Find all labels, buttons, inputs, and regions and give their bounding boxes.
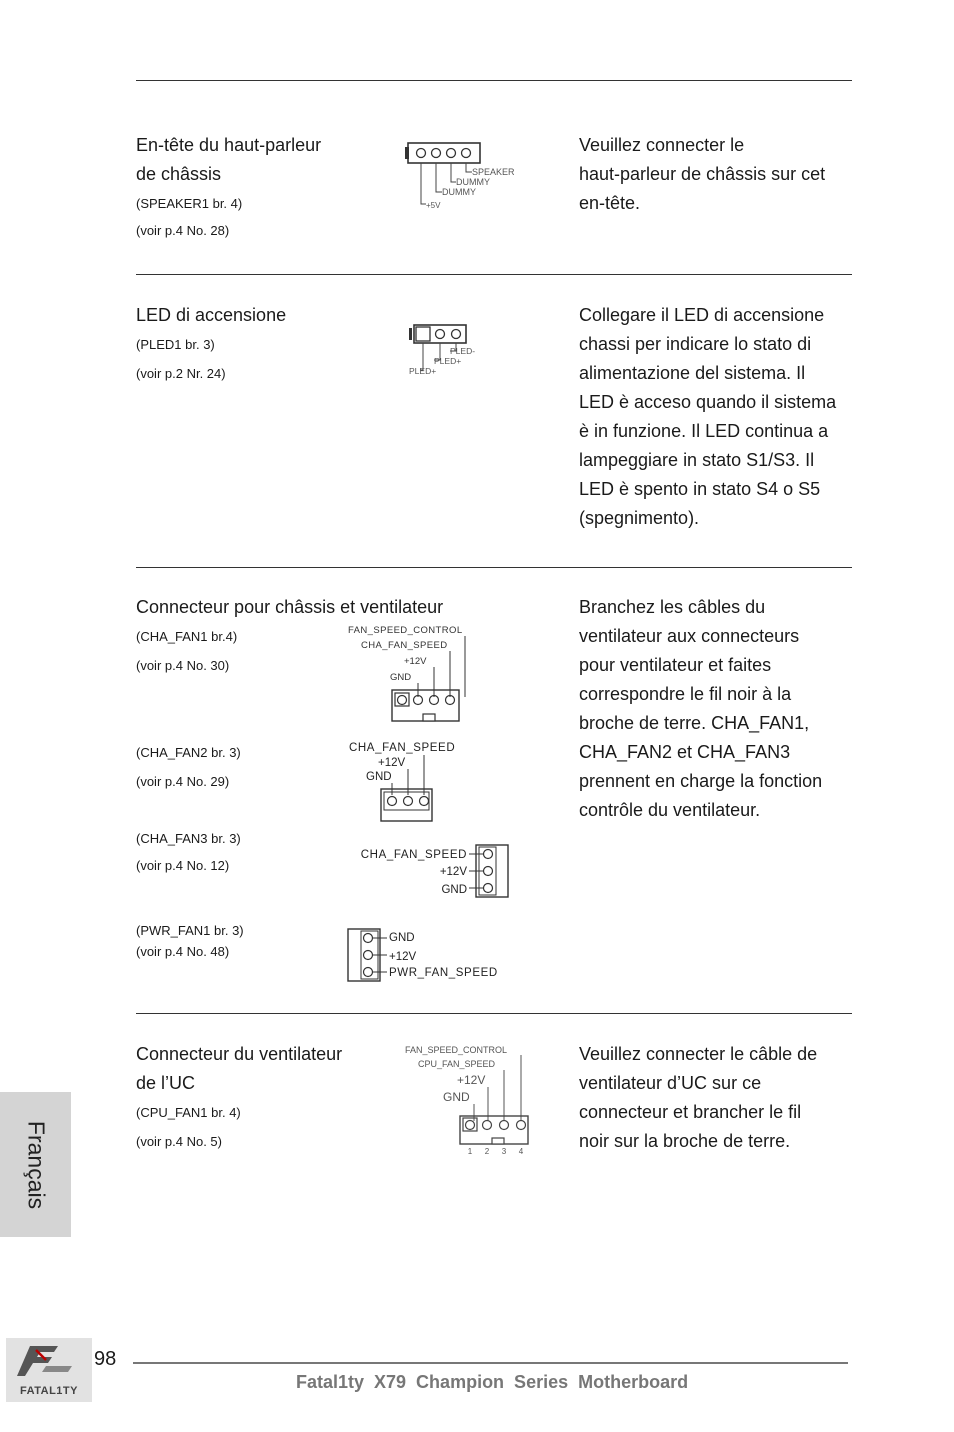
speaker-pin-label: DUMMY [456, 177, 490, 187]
led-header-diagram [404, 320, 494, 380]
section-divider [136, 1013, 852, 1014]
cha-fan3-diagram [345, 842, 515, 900]
cha-fan2-ref: (CHA_FAN2 br. 3) [136, 745, 241, 760]
cpu-fan-diagram [400, 1040, 540, 1160]
cha-fan3-see: (voir p.4 No. 12) [136, 858, 230, 873]
cha-fan2-diagram [345, 738, 475, 824]
page-number: 98 [94, 1348, 117, 1370]
led-see: (voir p.2 Nr. 24) [136, 366, 226, 381]
speaker-header-diagram [404, 138, 524, 214]
led-pin-label: PLED+ [434, 356, 462, 366]
cha-fan3-pin-label: +12V [439, 866, 467, 878]
chassis-fan-title: Connecteur pour châssis et ventilateur [136, 597, 444, 617]
section-divider [136, 567, 852, 568]
cha-fan1-see: (voir p.4 No. 30) [136, 658, 230, 673]
speaker-pin-label: +5V [426, 201, 441, 210]
cha-fan1-ref: (CHA_FAN1 br.4) [136, 629, 238, 644]
cha-fan3-pin-label: GND [441, 884, 467, 896]
cha-fan1-diagram [345, 622, 475, 724]
cpu-fan-title: Connecteur du ventilateur de l’UC [136, 1044, 343, 1093]
speaker-ref: (SPEAKER1 br. 4) [136, 196, 243, 211]
footer-rule [133, 1362, 848, 1364]
led-title: LED di accensione [136, 305, 287, 325]
language-side-tab [0, 1092, 71, 1237]
led-pin-label: PLED- [450, 346, 476, 356]
svg-text:FATAL1TY: FATAL1TY [20, 1385, 78, 1397]
pwr-fan-diagram [345, 926, 520, 984]
cpu-fan-pin-label: CPU_FAN_SPEED [418, 1059, 496, 1069]
cpu-fan-pin-number: 2 [484, 1147, 490, 1156]
language-label: Français [23, 1120, 49, 1209]
cpu-fan-pin-number: 1 [467, 1147, 473, 1156]
pwr-fan-pin-label: GND [389, 932, 415, 944]
cha-fan3-pin-label: CHA_FAN_SPEED [360, 849, 467, 861]
cha-fan2-see: (voir p.4 No. 29) [136, 774, 230, 789]
cha-fan2-pin-label: +12V [378, 757, 406, 769]
top-rule [136, 80, 852, 81]
speaker-pin-label: SPEAKER [472, 167, 515, 177]
cha-fan1-pin-label: GND [390, 672, 412, 683]
cpu-fan-pin-number: 3 [501, 1147, 507, 1156]
pwr-fan-ref: (PWR_FAN1 br. 3) [136, 923, 244, 938]
cha-fan2-pin-label: GND [366, 771, 392, 783]
cha-fan1-pin-label: +12V [404, 656, 427, 667]
section-divider [136, 274, 852, 275]
pwr-fan-pin-label: PWR_FAN_SPEED [389, 967, 498, 979]
led-pin-label: PLED+ [409, 366, 437, 376]
speaker-title: En-tête du haut-parleur de châssis [136, 135, 322, 184]
cha-fan2-pin-label: CHA_FAN_SPEED [349, 742, 456, 754]
cpu-fan-pin-label: GND [443, 1090, 470, 1104]
cpu-fan-pin-label: FAN_SPEED_CONTROL [405, 1045, 508, 1055]
footer-title: Fatal1ty X79 Champion Series Motherboard [296, 1372, 689, 1392]
pwr-fan-see: (voir p.4 No. 48) [136, 944, 230, 959]
cpu-fan-pin-number: 4 [518, 1147, 524, 1156]
led-description: Collegare il LED di accensione chassi per indicare lo stato di alimentazione del sistema. Il LED è acceso quando il sistema è in funzione. Il LED continua a lampeggiare in stato S1/S3. Il LED è spento in stato S4 o S5 (spegnimento). [579, 305, 837, 528]
cha-fan1-pin-label: FAN_SPEED_CONTROL [348, 625, 463, 636]
cpu-fan-pin-label: +12V [457, 1073, 486, 1087]
speaker-pin-label: DUMMY [442, 187, 476, 197]
speaker-see: (voir p.4 No. 28) [136, 223, 230, 238]
pwr-fan-pin-label: +12V [389, 951, 417, 963]
cpu-fan-see: (voir p.4 No. 5) [136, 1134, 222, 1149]
cha-fan3-ref: (CHA_FAN3 br. 3) [136, 831, 241, 846]
speaker-description: Veuillez connecter le haut-parleur de châssis sur cet en-tête. [579, 135, 826, 213]
cpu-fan-ref: (CPU_FAN1 br. 4) [136, 1105, 241, 1120]
cha-fan1-pin-label: CHA_FAN_SPEED [361, 640, 448, 651]
cpu-fan-description: Veuillez connecter le câble de ventilateur d’UC sur ce connecteur et brancher le fil noir sur la broche de terre. [579, 1044, 818, 1151]
chassis-fan-description: Branchez les câbles du ventilateur aux connecteurs pour ventilateur et faites correspondre le fil noir à la broche de terre. CHA_FAN1, CHA_FAN2 et CHA_FAN3 prennent en charge la fonction contrôle du ventilateur. [579, 597, 823, 820]
led-ref: (PLED1 br. 3) [136, 337, 215, 352]
fatal1ty-logo [6, 1338, 92, 1402]
